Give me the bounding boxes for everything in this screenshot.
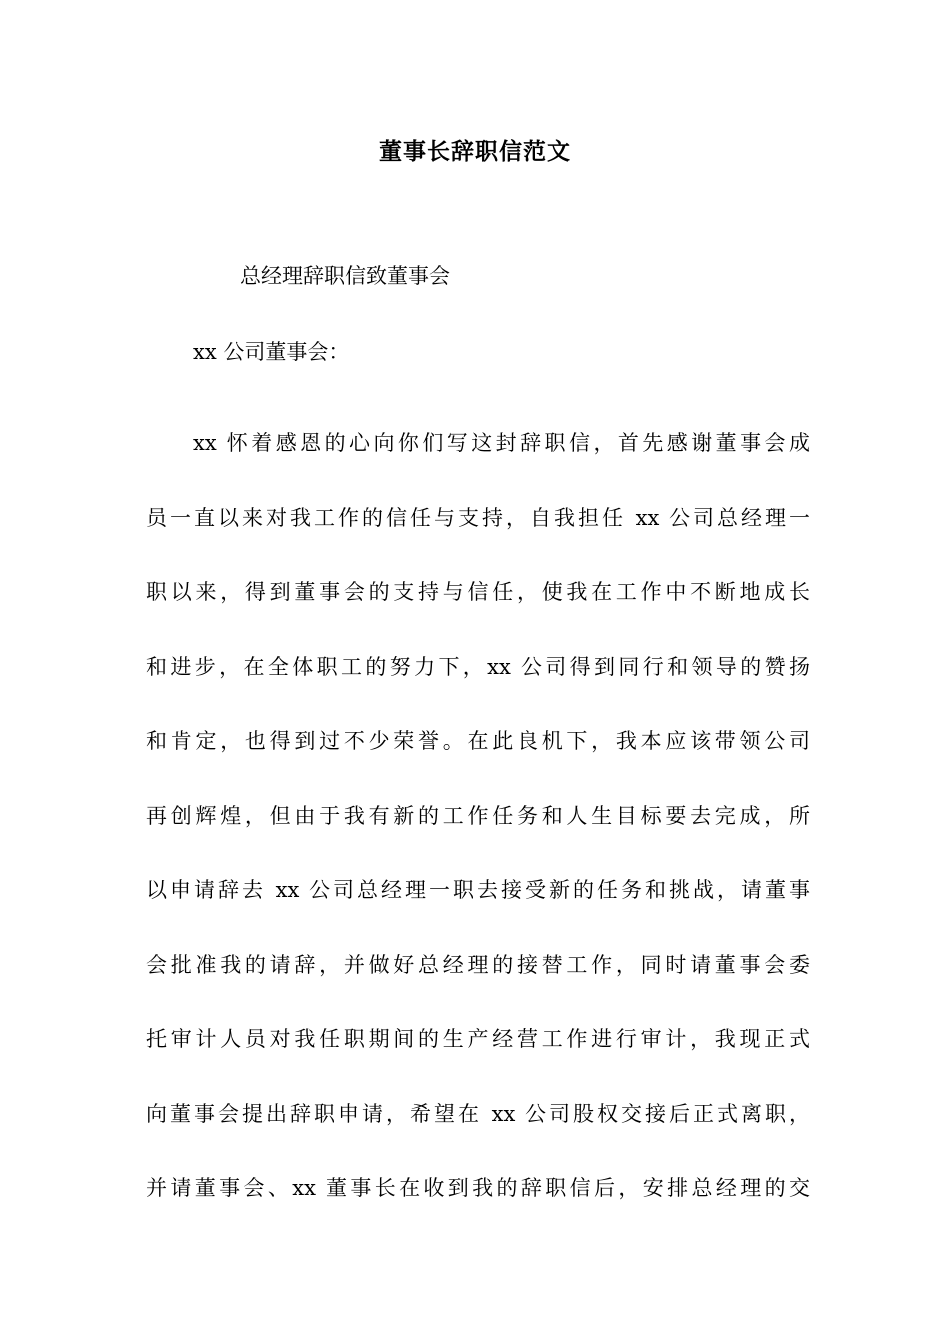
body-line: 和肯定，也得到过不少荣誉。在此良机下，我本应该带领公司 (146, 729, 810, 753)
letter-body (146, 406, 810, 1226)
body-line: 托审计人员对我任职期间的生产经营工作进行审计，我现正式 (146, 1027, 810, 1051)
body-line: 职以来，得到董事会的支持与信任，使我在工作中不断地成长 (146, 580, 810, 604)
salutation: xx 公司董事会： (193, 340, 350, 364)
body-line: xx 怀着感恩的心向你们写这封辞职信，首先感谢董事会成 (193, 431, 810, 455)
body-line: 以申请辞去 xx 公司总经理一职去接受新的任务和挑战，请董事 (146, 878, 810, 902)
body-line: 并请董事会、xx 董事长在收到我的辞职信后，安排总经理的交 (146, 1176, 810, 1200)
document-title: 董事长辞职信范文 (379, 138, 571, 165)
document-subtitle: 总经理辞职信致董事会 (240, 264, 450, 288)
body-line: 会批准我的请辞，并做好总经理的接替工作，同时请董事会委 (146, 952, 810, 977)
body-line: 再创辉煌，但由于我有新的工作任务和人生目标要去完成，所 (146, 803, 810, 828)
body-line: 和进步，在全体职工的努力下，xx 公司得到同行和领导的赞扬 (146, 654, 810, 679)
body-line: 员一直以来对我工作的信任与支持，自我担任 xx 公司总经理一 (146, 505, 810, 530)
body-line: 向董事会提出辞职申请，希望在 xx 公司股权交接后正式离职， (146, 1101, 810, 1126)
